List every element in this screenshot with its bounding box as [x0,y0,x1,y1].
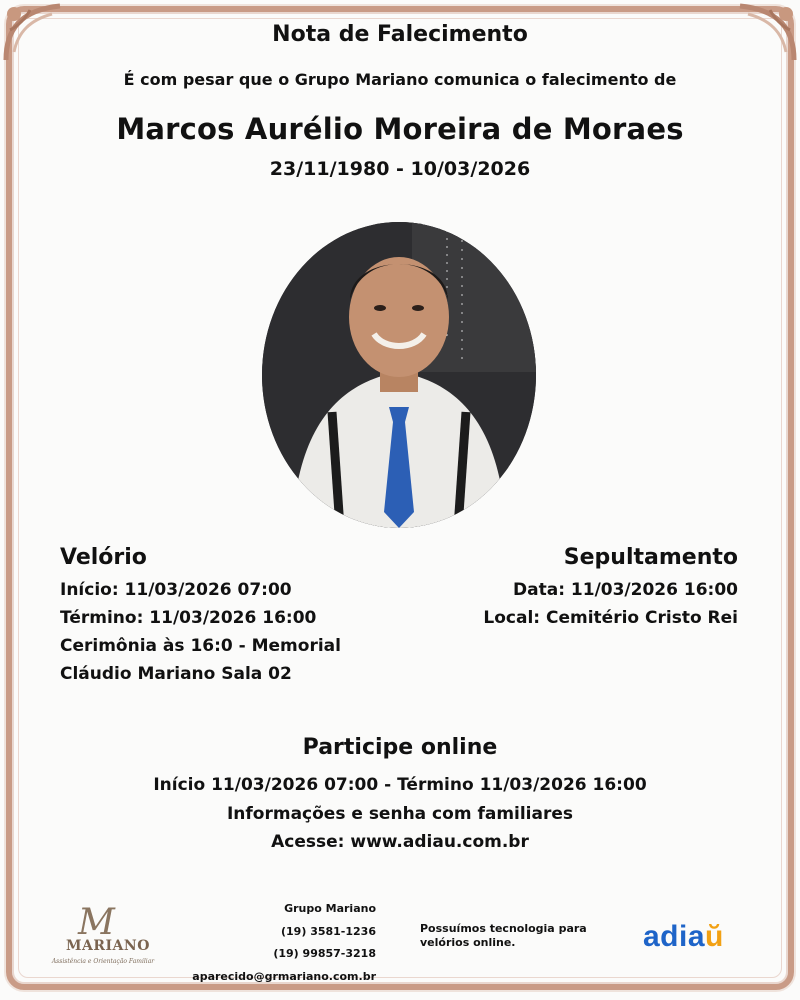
online-heading: Participe online [302,735,498,760]
online-link[interactable]: Acesse: www.adiau.com.br [271,832,529,852]
velorio-heading: Velório [60,545,147,570]
portrait-illustration [262,222,536,528]
mariano-logo-tagline: Assistência e Orientação Familiar [51,958,155,965]
mariano-monogram-icon: M [78,902,115,943]
online-info: Informações e senha com familiares [226,804,574,824]
sepultamento-section [408,545,738,632]
contact-company: Grupo Mariano [284,902,376,915]
adiau-logo-main: adia [643,920,706,953]
contact-phone[interactable]: (19) 3581-1236 [281,924,376,938]
velorio-ceremony: Cerimônia às 16:0 - Memorial [60,636,341,656]
contact-mobile[interactable]: (19) 99857-3218 [273,947,376,960]
mariano-logo-word: MARIANO [66,938,150,954]
mariano-logo [48,902,155,965]
sepultamento-date: Data: 11/03/2026 16:00 [513,580,738,600]
page-title: Nota de Falecimento [272,22,528,47]
contact-email[interactable]: aparecido@grmariano.com.br [192,969,376,983]
velorio-end: Término: 11/03/2026 16:00 [60,608,317,628]
adiau-logo [643,920,724,954]
sepultamento-location: Local: Cemitério Cristo Rei [483,608,738,628]
life-dates: 23/11/1980 - 10/03/2026 [269,158,531,180]
velorio-section [60,545,390,688]
online-schedule: Início 11/03/2026 07:00 - Término 11/03/2026 16:00 [153,775,647,795]
footer [0,890,800,990]
announcement-text: É com pesar que o Grupo Mariano comunica o falecimento de [123,70,677,89]
velorio-start: Início: 11/03/2026 07:00 [60,580,292,600]
contact-block [180,898,376,988]
portrait-photo [262,222,536,528]
technology-note: Possuímos tecnologia para velórios online. [420,922,587,949]
velorio-location: Cláudio Mariano Sala 02 [60,664,292,684]
adiau-logo-tail: ŭ [705,920,724,953]
sepultamento-heading: Sepultamento [563,545,738,570]
deceased-name: Marcos Aurélio Moreira de Moraes [116,112,684,146]
